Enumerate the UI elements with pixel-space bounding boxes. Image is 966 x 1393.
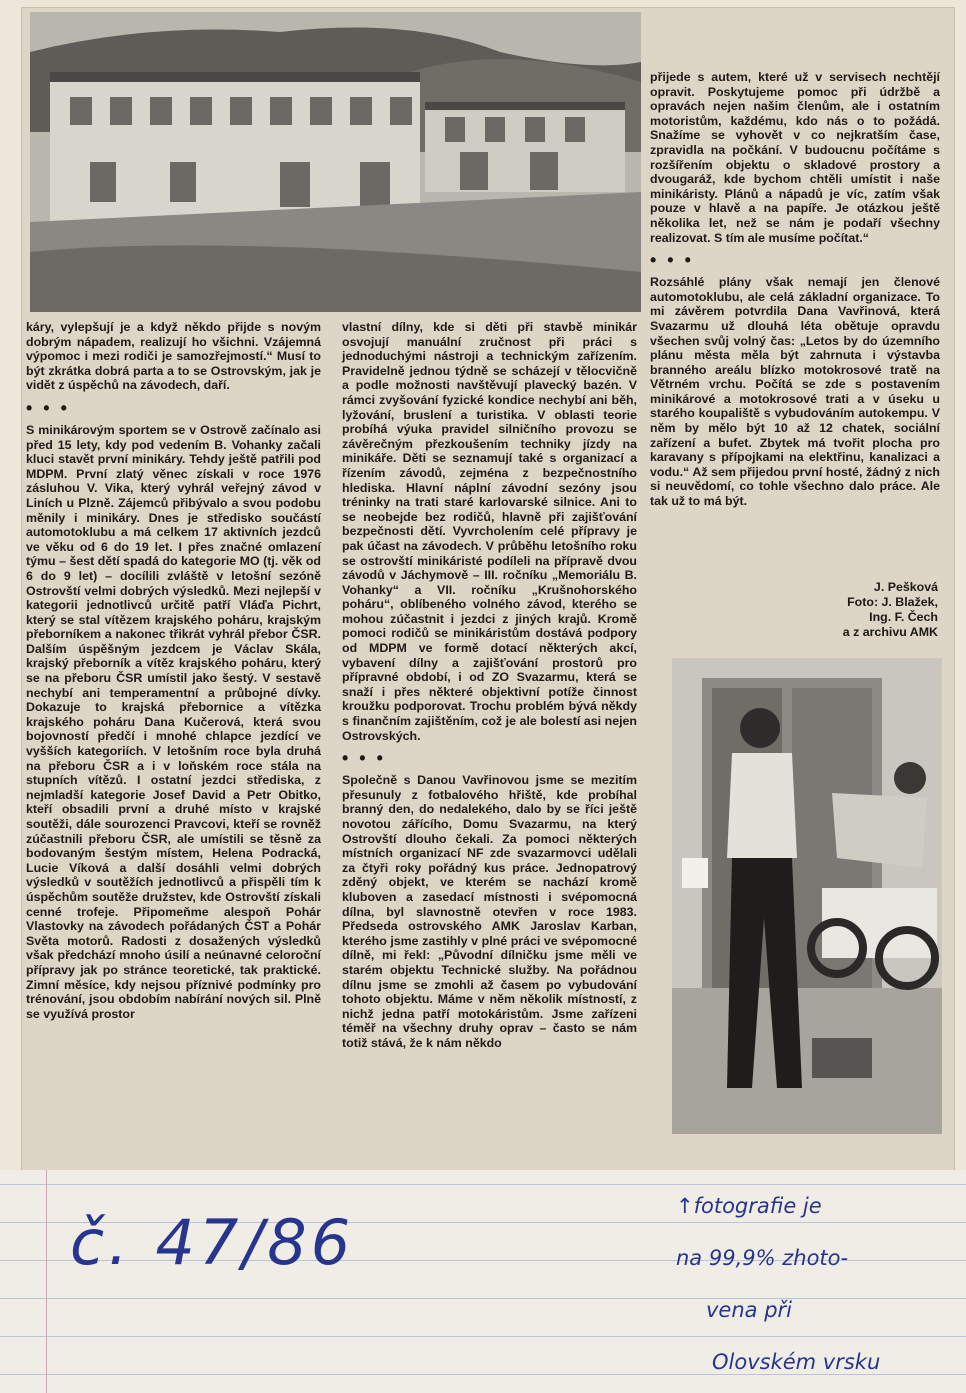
col3-text-b: Rozsáhlé plány však nemají jen členové automotoklubu, ale celá základní organizace. To mi závěrem potvrdila Dana Vavřinová, která Svazarmu už dlouhá léta obětuje opravdu všechen svůj volný čas: „Letos by do územního plánu města měla být zahrnuta i výstavba branného areálu blízko motokrosové tratě na Větrném vrchu. Počítá se zde s postavením minikárové a motokrosové trati a v úseku u starého koupaliště s vybudováním autokempu. V něm by mělo být 10 až 12 chatek, sociální zařízení a bufet. Zbytek má tvořit plocha pro karavany s přípojkami na elektřinu, kanalizaci a vodu.“ Až sem přijedou první hosté, žádný z nich si neuvědomí, co tohle všechno dalo práce. Ale tak už to má být.: [650, 275, 940, 509]
column-1: [26, 320, 321, 1021]
handwritten-reference: č. 47/86: [70, 1206, 355, 1279]
note-line-1: ↑fotografie je: [676, 1194, 822, 1218]
col1-main-text: S minikárovým sportem se v Ostrově začínalo asi před 15 lety, kdy pod vedením B. Vohanky začali kluci stavět první minikáry. Tehdy ještě patřili pod MDPM. První zlatý věnec získali v roce 1976 zásluhou V. Vika, který vyhrál veřejný závod v Liních u Plzně. Zájemců přibývalo a svou podobu měnily i minikáry. Dnes je středisko součástí automotoklubu a má celkem 17 aktivních jezdců ve věku od 6 do 19 let. I přes značné omlazení týmu – šest dětí spadá do kategorie MO (tj. věk od 6 do 9 let) – docílili zvláště v letošní sezóně Ostrovští velmi dobrých výsledků. Mezi nejlepší v kategorii jednotlivců určitě patří Vláďa Pichrt, který se stal vítězem krajského poháru, krajským přeborníkem a nakonec třikrát vyhrál přebor ČSR. Dalším úspěšným jezdcem je Václav Skála, krajský přeborník a vítěz krajského poháru, který se na přeboru ČSR umístil jako šestý. V sestavě nechybí ani temperamentní a průbojné dívky. Dokazuje to krajská přebornice a vítězka krajského poháru Dana Kučerová, která svou bojovností předčí i mnohé chlapce jezdící ve vyšších kategoriích. V letošním roce byla druhá na přeboru ČSR a i v loňském roce stála na stupních vítězů. I ostatní jezdci střediska, z nejmladší kategorie Josef David a Petr Obitko, kteří obsadili první a druhé místo v krajské soutěži, dále sourozenci Pravcovi, kteří se rovněž zúčastnili přeboru ČSR, ale umístili se těsně za bodovaným šestým místem, Helena Podracká, Lucie Víková a další dosáhli velmi dobrých výsledků v soutěžích jednotlivců a přispěli tím k úspěchům soutěže družstev, kde Ostrovští získali cenné trofeje. Připomeňme alespoň Pohár Vlastovky na závodech pořádaných ČST a Pohár Světa motorů. Radosti z dosažených výsledků však předchází mnoho úsilí a neúnavné celoroční přípravy jak po stránce teoretické, tak praktické. Zimní měsíce, kdy nejsou příznivé podmínky pro trénování, jsou obdobím nabírání nových sil. Plně se využívá prostor: [26, 422, 321, 1021]
note-line-3: vena při: [706, 1298, 792, 1322]
column-3: [650, 70, 940, 509]
author-line: J. Pešková: [873, 580, 938, 594]
workshop-photo: [672, 658, 942, 1134]
photo-line: Foto: J. Blažek,: [847, 595, 938, 609]
note-line-2: na 99,9% zhoto-: [676, 1246, 849, 1270]
photo-line-2: Ing. F. Čech: [869, 610, 938, 624]
col2-text-b: Společně s Danou Vavřinovou jsme se mezitím přesunuly z fotbalového hřiště, kde probíhal branný den, do nedalekého, dalo by se říci ještě novotou zářícího, Domu Svazarmu, na který Ostrovští dlouho čekali. Za pomoci některých místních organizací NF zde svazarmovci udělali za čtyři roky pořádný kus práce. Jednopatrový zděný objekt, ve kterém se nachází kromě kluboven a zasedací místnosti i svépomocná dílna, byl slavnostně otevřen v roce 1983. Předseda ostrovského AMK Jaroslav Karban, kterého jsme zastihly v plné práci ve svépomocné dílně, mi řekl: „Původní dílničku jsme měli ve starém objektu Technické služby. Na pořádnou dílnu jsme se zmohli až časem po vybudování tohoto objektu. Máme v něm několik místností, z nichž jedna patří motokáristům. Jsme zařízeni téměř na všechny druhy oprav – často se nám totiž stává, že k nám někdo: [342, 773, 637, 1050]
handwritten-note: [676, 1180, 880, 1388]
photo-credit: [843, 580, 938, 640]
note-line-4: Olovském vrsku: [712, 1350, 881, 1374]
notebook-page: [0, 1170, 966, 1393]
col2-text-a: vlastní dílny, kde si děti při stavbě minikár osvojují manuální zručnost při práci s jednoduchými nástroji a technickým zařízením. Pravidelně jednou týdně se scházejí v tělocvičně a podle možnosti navštěvují plavecký bazén. V rámci zvyšování fyzické kondice nechybí ani běh, lyžování, bruslení a turistika. V oblasti teorie probíhá výuka pravidel silničního provozu se závěrečným přezkoušením techniky jízdy na minikáře. Děti se seznamují také s organizací a řízením závodů, zejména z bezpečnostního hlediska. Hlavní náplní závodní sezóny jsou tréninky na trati staré karlovarské silnice. Ani to se neobejde bez rodičů, hlavně při zajišťování bezpečnosti dětí. Vyvrcholením celé přípravy je pak účast na závodech. V průběhu letošního roku se ostrovští minikáristé podíleli na přípravě dvou závodů v Jáchymově – III. ročníku „Memoriálu B. Vohanky“ a VII. ročníku „Krušnohorského poháru“, oblíbeného volného závod, kterého se mohou zúčastnit i jezdci z jiných krajů. Kromě pomoci rodičů se minikáristům dostává podpory od MDPM ve formě dotací některých akcí, vybavení dílny a zajišťování prostorů pro přípravné období, i od ZO Svazarmu, která se snaží i přes některé objektivní potíže činnost kroužku podporovat. Trochu problém bývá někdy s finančním zajištěním, což je ale bolestí asi nejen Ostrovských.: [342, 320, 637, 743]
newspaper-clipping: [22, 8, 954, 1170]
archive-line: a z archivu AMK: [842, 625, 938, 639]
col3-text-a: přijede s autem, které už v servisech nechtějí opravit. Poskytujeme pomoc při údržbě a opravách nejen našim členům, ale i ostatním motoristům, každému, kdo nás o to požádá. Snažíme se vyhovět v co nejkratším čase, zpravidla na počkání. V budoucnu počítáme s rozšířením objektu o skladové prostory a dvougaráž, kde bychom chtěli umístit i naše minikáristy. Plánů a nápadů je víc, zatím však pouze v hlavě a na papíře. Je otázkou ještě několika let, než se nám je podaří všechny realizovat. S tím ale musíme počítat.“: [650, 70, 940, 245]
building-photo: [30, 12, 641, 312]
column-2: [342, 320, 637, 1051]
col1-top-text: káry, vylepšují je a když někdo přijde s novým dobrým nápadem, realizují ho všichni. Vzájemná výpomoc i mezi rodiči je samozřejmostí.“ Musí to být zkrátka dobrá parta a to se Ostrovským, jak je vidět z úspěchů na závodech, daří.: [26, 320, 321, 393]
section-divider: • • •: [26, 397, 70, 418]
section-divider: • • •: [342, 748, 386, 769]
section-divider: • • •: [650, 250, 694, 271]
